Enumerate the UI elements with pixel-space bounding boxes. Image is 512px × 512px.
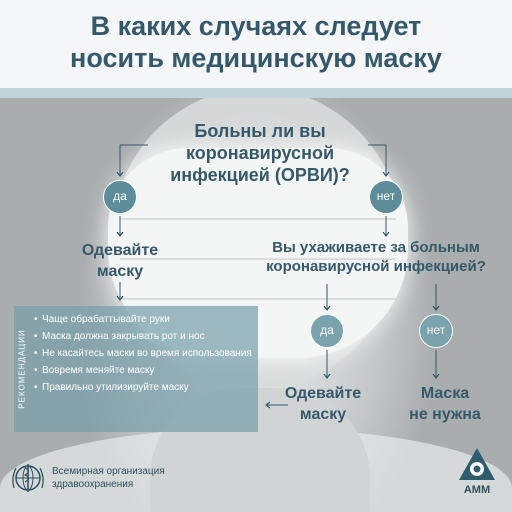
list-item: • Не касайтесь маски во время использования	[34, 347, 256, 360]
title-line-2: носить медицинскую маску	[70, 43, 442, 73]
who-emblem-icon	[8, 458, 48, 498]
amm-label: АММ	[463, 484, 491, 496]
question-caring-for-sick: Вы ухаживаете за больным коронавирусной инфекцией?	[266, 239, 486, 275]
recommendations-list	[34, 313, 256, 398]
list-item: • Вовремя меняйте маску	[34, 364, 256, 377]
answer-wear-mask-right: Одевайте маску	[284, 385, 362, 423]
list-item: • Правильно утилизируйте маску	[34, 381, 256, 394]
no-circle-1: нет	[369, 180, 403, 214]
yes-circle-1: да	[103, 180, 137, 214]
title-line-1: В каких случаях следует	[90, 11, 422, 41]
who-organization-name: Всемирная организация здравоохранения	[52, 466, 165, 490]
answer-mask-not-needed: Маска не нужна	[409, 385, 481, 423]
question-covid-sick: Больны ли вы коронавирусной инфекцией (ОРВИ)?	[170, 121, 350, 185]
amm-logo-icon	[457, 446, 497, 482]
recommendations-label: РЕКОМЕНДАЦИИ	[17, 329, 27, 409]
no-circle-2: нет	[419, 314, 453, 348]
yes-circle-2: да	[310, 314, 344, 348]
list-item: • Чаще обрабаттывайте руки	[34, 313, 256, 326]
answer-wear-mask-left: Одевайте маску	[81, 242, 159, 280]
list-item: • Маска должна закрывать рот и нос	[34, 330, 256, 343]
